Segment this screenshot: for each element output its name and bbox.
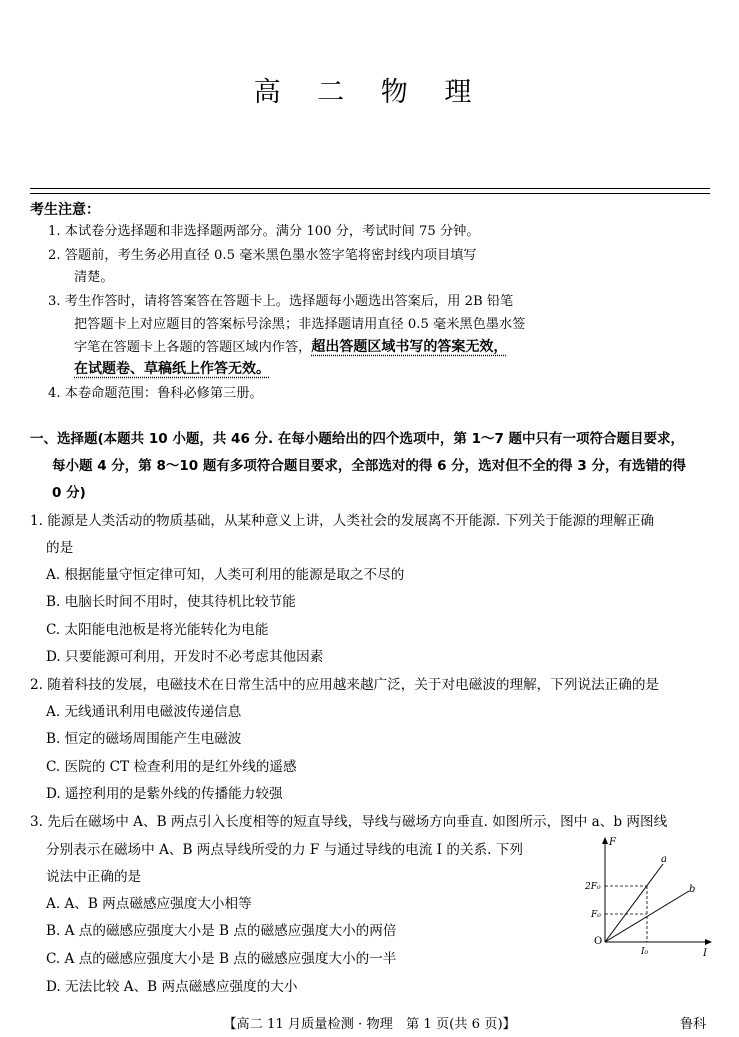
notice-line-text: 字笔在答题卡上各题的答题区域内作答， xyxy=(74,340,312,355)
footer-edition: 鲁科 xyxy=(680,1017,707,1032)
label-origin: O xyxy=(594,936,603,947)
question-stem: 3. 先后在磁场中 A、B 两点引入长度相等的短直导线，导线与磁场方向垂直. 如图所示，图中 a、b 两图线 xyxy=(30,814,668,830)
option: D. 无法比较 A、B 两点磁感应强度的大小 xyxy=(46,979,298,995)
label-i0: I₀ xyxy=(641,947,649,957)
footer-page-info: 【高二 11 月质量检测 · 物理 第 1 页(共 6 页)】 xyxy=(223,1017,516,1032)
question-stem: 说法中正确的是 xyxy=(46,869,142,885)
notice-line xyxy=(74,358,270,378)
option: D. 遥控利用的是紫外线的传播能力较强 xyxy=(46,786,283,802)
f-i-graph xyxy=(585,835,715,960)
option: D. 只要能源可利用，开发时不必考虑其他因素 xyxy=(46,649,324,665)
label-i: I xyxy=(703,948,707,959)
notice-line: 3. 考生作答时，请将答案答在答题卡上。选择题每小题选出答案后，用 2B 铅笔 xyxy=(48,294,514,309)
question-stem: 1. 能源是人类活动的物质基础，从某种意义上讲，人类社会的发展离不开能源. 下列关于能源的理解正确 xyxy=(30,513,655,529)
option: C. 太阳能电池板是将光能转化为电能 xyxy=(46,622,269,638)
notice-heading: 考生注意： xyxy=(30,202,100,218)
notice-emphasis: 在试题卷、草稿纸上作答无效。 xyxy=(74,361,270,377)
option: A. 根据能量守恒定律可知，人类可利用的能源是取之不尽的 xyxy=(46,567,405,583)
section-header: 0 分) xyxy=(52,485,86,501)
section-header: 一、选择题(本题共 10 小题，共 46 分. 在每小题给出的四个选项中，第 1～7 题中只有一项符合题目要求， xyxy=(30,431,685,447)
line-a xyxy=(605,864,663,942)
notice-line: 清楚。 xyxy=(74,270,114,285)
label-f: F xyxy=(609,837,616,848)
divider-bottom xyxy=(30,193,710,194)
section-header: 每小题 4 分，第 8～10 题有多项符合题目要求，全部选对的得 6 分，选对但不全的得 3 分，有选错的得 xyxy=(52,458,686,474)
label-2f: 2F₀ xyxy=(585,882,601,892)
y-axis-arrow xyxy=(602,837,608,844)
notice-line xyxy=(74,336,507,356)
question-stem: 2. 随着科技的发展，电磁技术在日常生活中的应用越来越广泛，关于对电磁波的理解，下列说法正确的是 xyxy=(30,677,660,693)
question-stem: 的是 xyxy=(46,540,74,556)
option: B. 电脑长时间不用时，使其待机比较节能 xyxy=(46,594,296,610)
label-a: a xyxy=(661,854,667,865)
page-title: 高 二 物 理 xyxy=(253,77,486,108)
label-b: b xyxy=(689,884,696,895)
question-stem: 分别表示在磁场中 A、B 两点导线所受的力 F 与通过导线的电流 I 的关系. 下列 xyxy=(46,842,523,858)
notice-line: 4. 本卷命题范围：鲁科必修第三册。 xyxy=(48,386,263,401)
notice-emphasis: 超出答题区域书写的答案无效， xyxy=(311,339,508,355)
label-f0: F₀ xyxy=(591,910,601,920)
option: A. 无线通讯利用电磁波传递信息 xyxy=(46,704,242,720)
option: B. A 点的磁感应强度大小是 B 点的磁感应强度大小的两倍 xyxy=(46,923,397,939)
notice-line: 1. 本试卷分选择题和非选择题两部分。满分 100 分，考试时间 75 分钟。 xyxy=(48,224,480,239)
option: B. 恒定的磁场周围能产生电磁波 xyxy=(46,731,242,747)
divider-top xyxy=(30,188,710,189)
option: C. A 点的磁感应强度大小是 B 点的磁感应强度大小的一半 xyxy=(46,951,397,967)
option: C. 医院的 CT 检查利用的是红外线的遥感 xyxy=(46,759,297,775)
x-axis-arrow xyxy=(705,939,712,945)
notice-line: 2. 答题前，考生务必用直径 0.5 毫米黑色墨水签字笔将密封线内项目填写 xyxy=(48,248,477,263)
notice-line: 把答题卡上对应题目的答案标号涂黑；非选择题请用直径 0.5 毫米黑色墨水签 xyxy=(74,317,526,332)
option: A. A、B 两点磁感应强度大小相等 xyxy=(46,896,252,912)
